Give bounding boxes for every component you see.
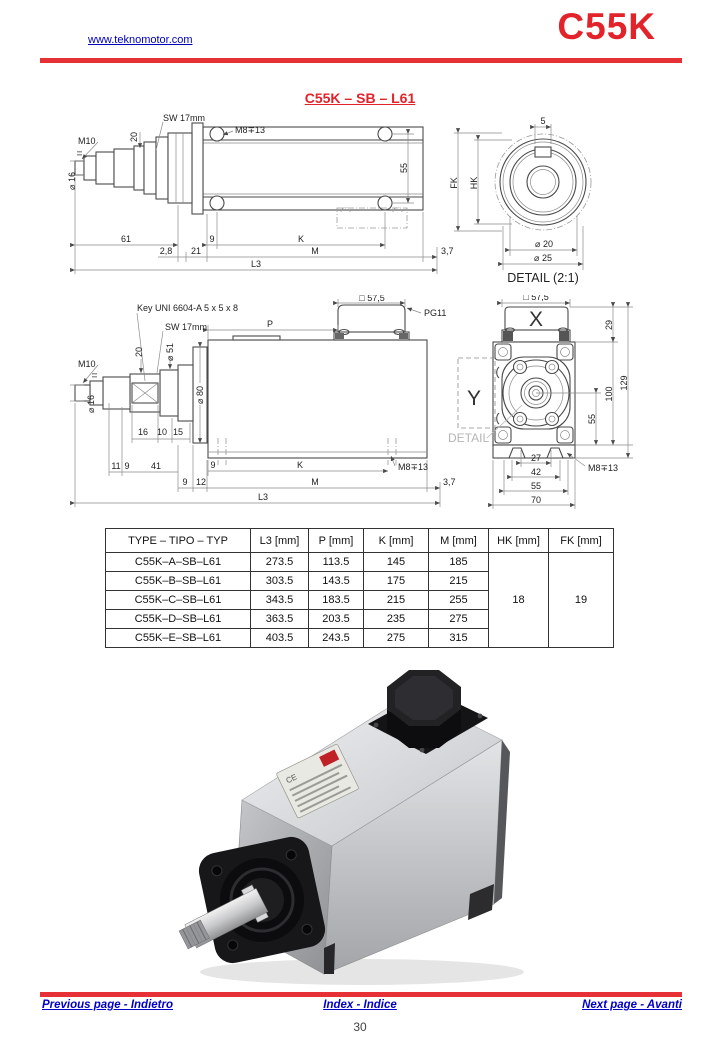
dim-d80: ⌀ 80 [195, 386, 205, 404]
label-pg11: PG11 [424, 308, 447, 318]
col-l3: L3 [mm] [251, 529, 309, 553]
label-m10: M10 [78, 136, 96, 146]
cell-type: C55K–D–SB–L61 [106, 610, 251, 629]
dim-l3: L3 [257, 492, 269, 502]
dim-2-8: 2,8 [159, 246, 173, 256]
cell-l3: 403.5 [251, 629, 309, 648]
dim-p: P [266, 319, 274, 329]
dim-61: 61 [120, 234, 132, 244]
side-view-geometry [75, 123, 423, 228]
dim-20: 20 [129, 131, 139, 143]
index-link[interactable]: Index - Indice [323, 999, 397, 1011]
product-photo [172, 648, 557, 988]
cell-type: C55K–E–SB–L61 [106, 629, 251, 648]
product-code: C55K [557, 6, 656, 47]
detail-reference: DETAIL [448, 431, 490, 445]
dim-20: 20 [134, 346, 144, 358]
col-p: P [mm] [309, 529, 364, 553]
cell-p: 183.5 [309, 591, 364, 610]
dim-fk: FK [449, 177, 459, 189]
label-m8-depth: M8∓13 [235, 125, 266, 135]
label-m10: M10 [78, 359, 96, 369]
cell-l3: 363.5 [251, 610, 309, 629]
next-page-link[interactable]: Next page - Avanti [582, 999, 682, 1011]
cell-type: C55K–A–SB–L61 [106, 553, 251, 572]
cell-m: 255 [429, 591, 489, 610]
dim-3-7: 3,7 [443, 477, 456, 487]
cell-m: 275 [429, 610, 489, 629]
cell-k: 275 [364, 629, 429, 648]
dim-d16: ⌀ 16 [86, 395, 96, 413]
dim-l3: L3 [250, 259, 262, 269]
cell-k: 145 [364, 553, 429, 572]
col-k: K [mm] [364, 529, 429, 553]
cell-p: 243.5 [309, 629, 364, 648]
cell-fk-merged: 19 [549, 553, 614, 648]
dim-d25: ⌀ 25 [534, 253, 552, 263]
dim-shaft-diameter: ⌀ 16 [67, 172, 77, 190]
col-fk: FK [mm] [549, 529, 614, 553]
label-m8-depth: M8∓13 [398, 462, 429, 472]
dim-41: 41 [150, 461, 162, 471]
dim-k: K [296, 460, 304, 470]
detail-view-geometry [495, 134, 591, 230]
dim-27: 27 [530, 453, 542, 463]
dim-9: 9 [209, 234, 215, 244]
cell-m: 215 [429, 572, 489, 591]
dim-16: 16 [137, 427, 149, 437]
page-number: 30 [353, 1020, 367, 1034]
dim-box-57-5: □ 57,5 [523, 295, 549, 302]
cell-m: 185 [429, 553, 489, 572]
dim-hk: HK [469, 176, 479, 190]
cell-p: 203.5 [309, 610, 364, 629]
cell-m: 315 [429, 629, 489, 648]
model-title: C55K – SB – L61 [304, 90, 416, 106]
cell-l3: 273.5 [251, 553, 309, 572]
dim-100: 100 [604, 386, 614, 402]
dim-29: 29 [604, 319, 614, 331]
col-type: TYPE – TIPO – TYP [106, 529, 251, 553]
table-row [106, 553, 614, 572]
dim-d51: ⌀ 51 [165, 343, 175, 361]
dim-9b: 9 [210, 460, 216, 470]
cell-hk-merged: 18 [489, 553, 549, 648]
dimension-table [105, 528, 614, 648]
dim-129: 129 [619, 375, 629, 391]
middle-side-geometry [75, 305, 427, 465]
dim-70: 70 [530, 495, 542, 505]
cell-l3: 303.5 [251, 572, 309, 591]
table-header-row [106, 529, 614, 553]
dim-15: 15 [172, 427, 184, 437]
detail-caption: DETAIL (2:1) [507, 271, 579, 285]
cell-k: 235 [364, 610, 429, 629]
dim-m: M [311, 246, 319, 256]
dim-11: 11 [111, 461, 121, 471]
dim-55-bottom: 55 [530, 481, 542, 491]
dim-box-57-5: □ 57,5 [359, 295, 385, 303]
dim-d20: ⌀ 20 [535, 239, 553, 249]
dim-12: 12 [195, 477, 207, 487]
footer-rule [40, 992, 682, 997]
label-m8-depth: M8∓13 [588, 463, 619, 473]
dim-21: 21 [190, 246, 202, 256]
drawing-top-side-view [50, 106, 670, 298]
dim-55-vert: 55 [587, 413, 597, 425]
dim-9a: 9 [124, 461, 130, 471]
website-link[interactable]: www.teknomotor.com [88, 34, 193, 46]
dim-55: 55 [399, 162, 409, 174]
dim-3-7: 3,7 [441, 246, 454, 256]
header-rule [40, 58, 682, 63]
cell-type: C55K–C–SB–L61 [106, 591, 251, 610]
dim-9c: 9 [182, 477, 188, 487]
cell-k: 175 [364, 572, 429, 591]
label-sw17: SW 17mm [165, 322, 208, 332]
col-m: M [mm] [429, 529, 489, 553]
label-key: Key UNI 6604-A 5 x 5 x 8 [137, 303, 239, 313]
cell-l3: 343.5 [251, 591, 309, 610]
dim-5: 5 [540, 116, 546, 126]
previous-page-link[interactable]: Previous page - Indietro [42, 999, 173, 1011]
drawing-middle-views [50, 295, 670, 523]
phantom-y-label: Y [466, 387, 482, 410]
label-sw17: SW 17mm [163, 113, 206, 123]
cell-p: 143.5 [309, 572, 364, 591]
cell-p: 113.5 [309, 553, 364, 572]
ce-mark: CE [284, 772, 299, 786]
dim-42: 42 [530, 467, 542, 477]
photo-shadow [200, 959, 524, 985]
dim-k: K [297, 234, 305, 244]
cell-type: C55K–B–SB–L61 [106, 572, 251, 591]
dim-10: 10 [156, 427, 168, 437]
connector-x-label: X [528, 308, 544, 331]
cell-k: 215 [364, 591, 429, 610]
col-hk: HK [mm] [489, 529, 549, 553]
dim-m: M [311, 477, 319, 487]
